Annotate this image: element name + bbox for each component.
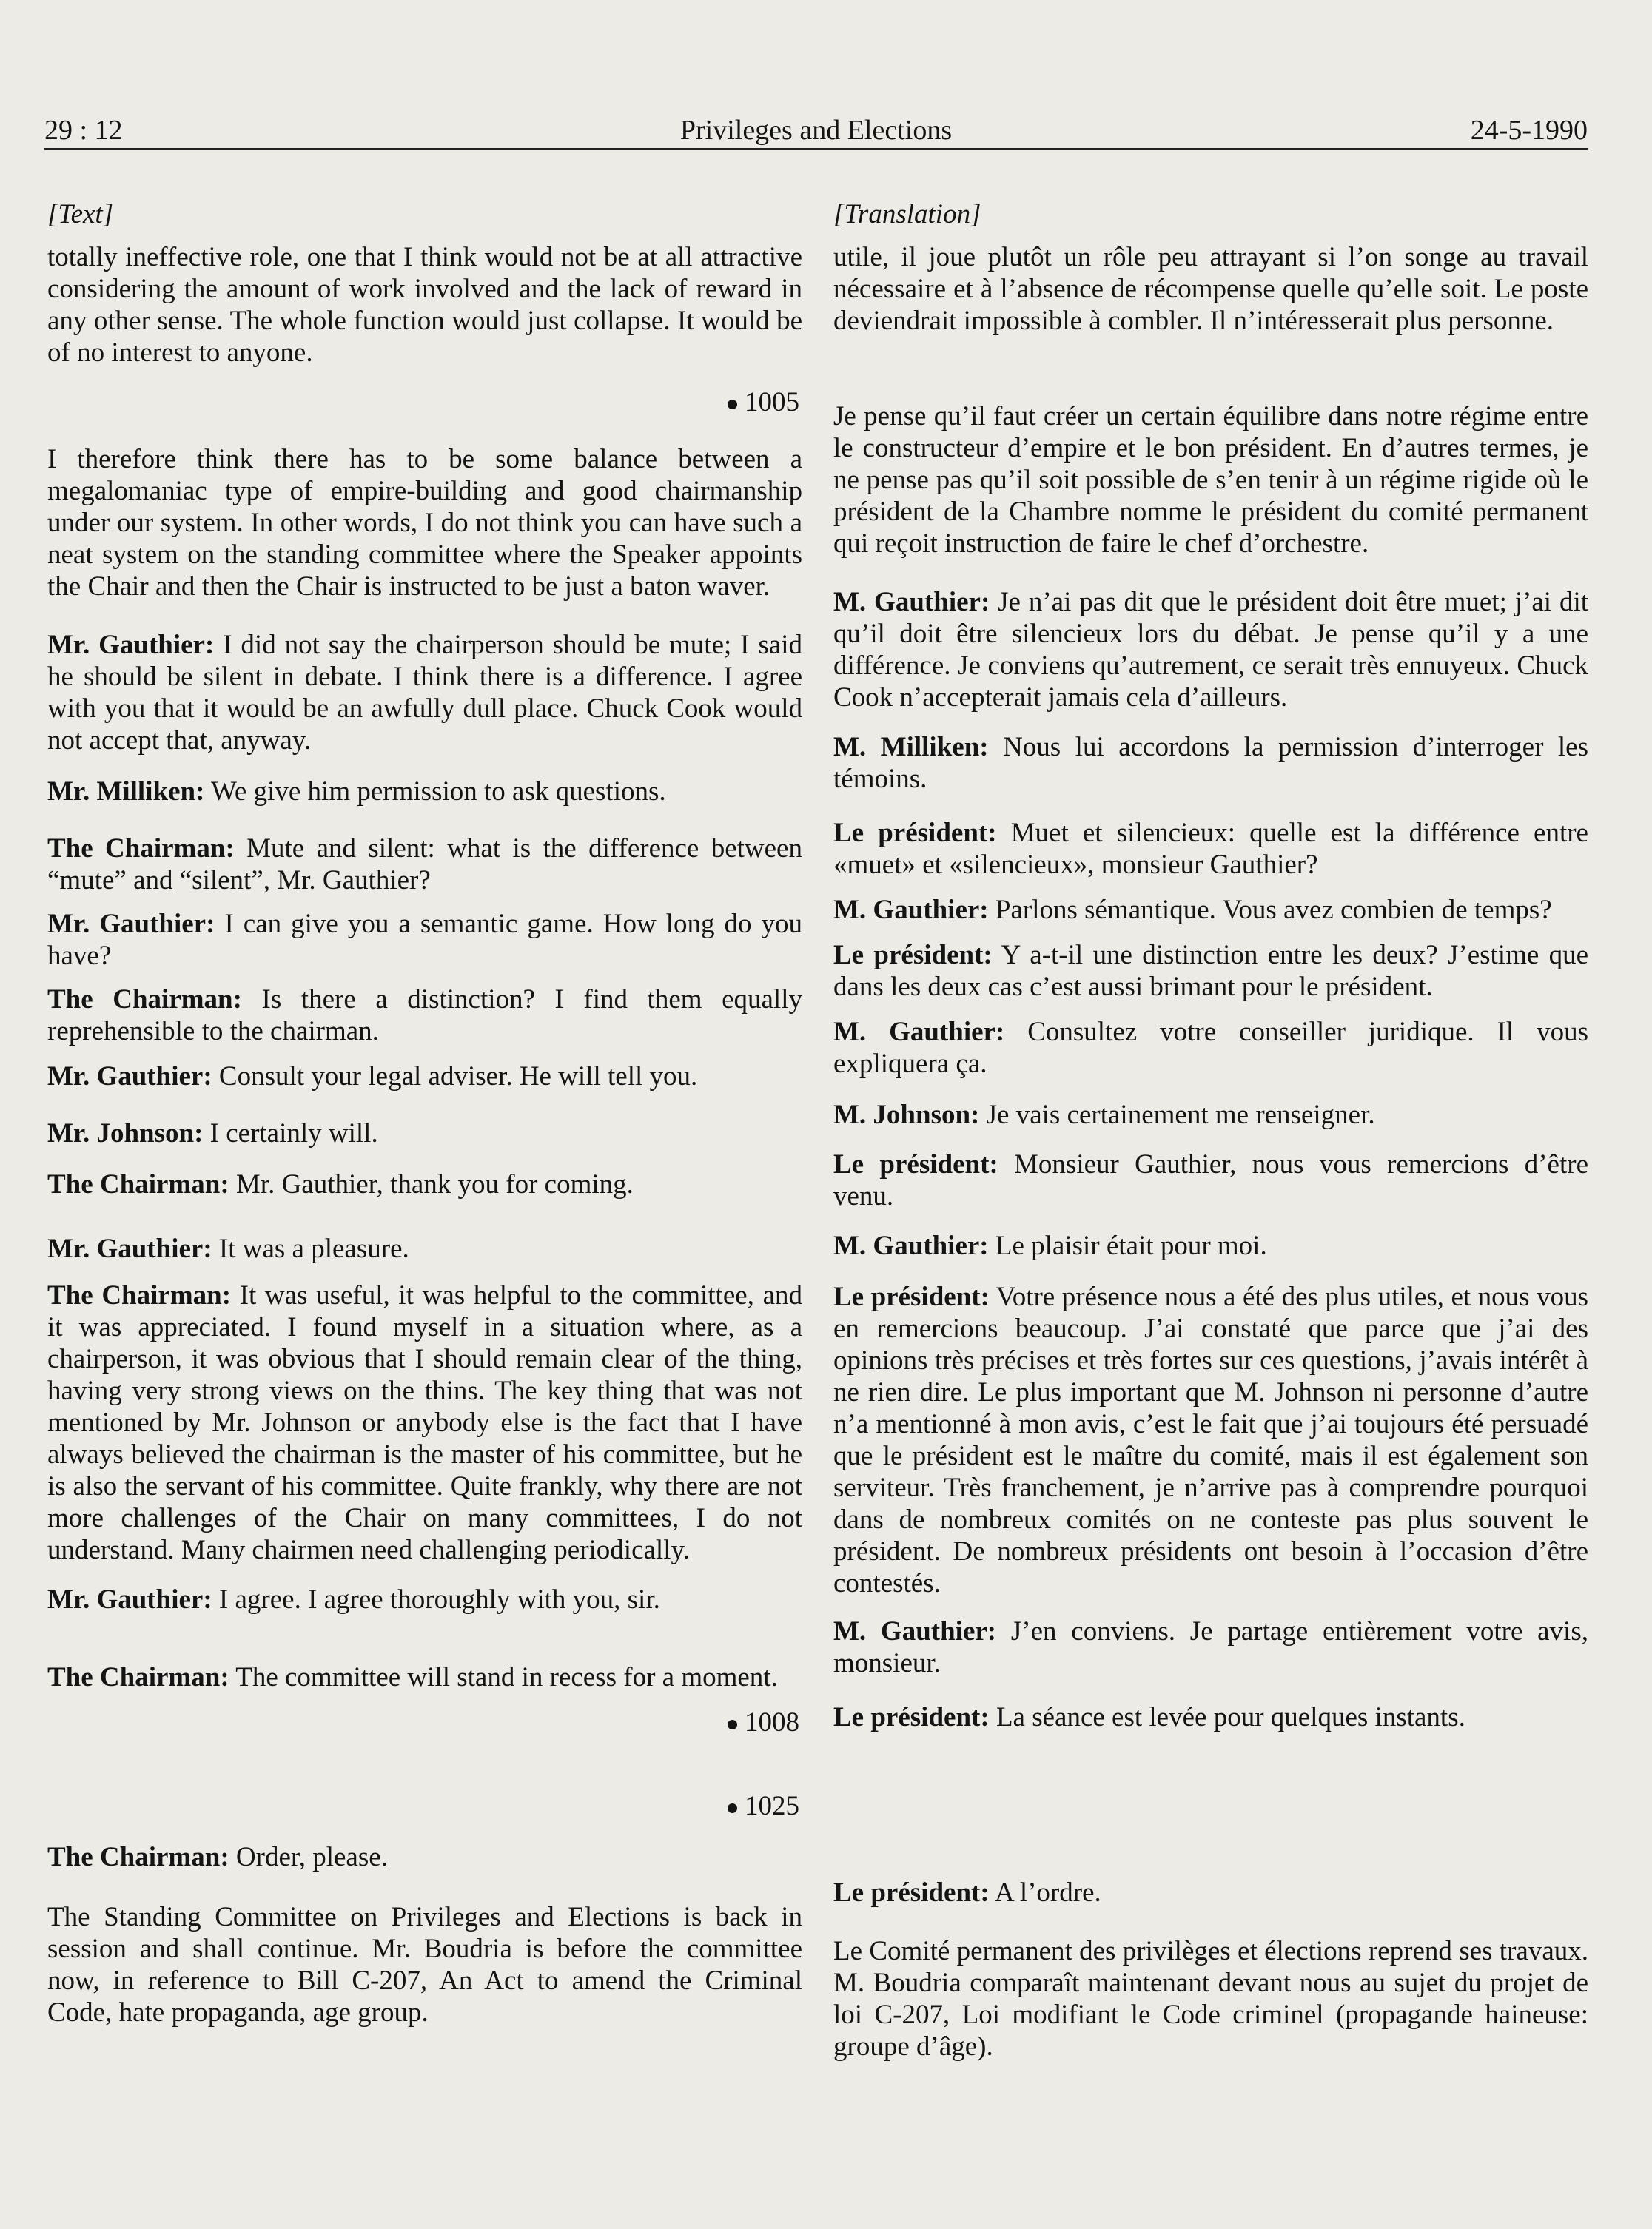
time-marker-text: 1025: [745, 1791, 799, 1821]
paragraph-text: Nous lui accordons la permission d’interroger les témoins.: [833, 732, 1588, 794]
speaker-paragraph: [47, 1169, 802, 1200]
paragraph: [47, 1901, 802, 2028]
speaker-paragraph: [47, 776, 802, 807]
speaker-name: Mr. Gauthier:: [47, 1234, 212, 1264]
running-header: [44, 104, 1588, 150]
column-label: [Translation]: [833, 199, 981, 229]
speaker-paragraph: [833, 1701, 1588, 1733]
paragraph-text: Order, please.: [229, 1842, 388, 1872]
speaker-paragraph: [833, 894, 1588, 926]
paragraph-text: I can give you a semantic game. How long do you have?: [47, 909, 802, 971]
speaker-paragraph: [833, 1616, 1588, 1679]
speaker-name: M. Milliken:: [833, 732, 989, 762]
paragraph-text: I agree. I agree thoroughly with you, sir.: [212, 1584, 660, 1615]
speaker-name: M. Gauthier:: [833, 1231, 989, 1261]
paragraph-text: The Standing Committee on Privileges and Elections is back in session and shall continue. Mr. Boudria is before the committee now, in reference to Bill C-207, An Act to amend the Criminal Code, hate propaganda, age group.: [47, 1902, 802, 2028]
speaker-name: Mr. Milliken:: [47, 776, 205, 807]
paragraph-text: Le plaisir était pour moi.: [988, 1231, 1267, 1261]
speaker-paragraph: [833, 1281, 1588, 1599]
bullet-icon: [728, 400, 737, 409]
speaker-name: The Chairman:: [47, 1169, 229, 1200]
page-number: 29 : 12: [44, 115, 123, 146]
speaker-paragraph: [47, 1584, 802, 1616]
header-date: 24-5-1990: [1470, 115, 1588, 146]
speaker-name: M. Gauthier:: [833, 1616, 997, 1647]
publication-title: Privileges and Elections: [679, 115, 953, 146]
bullet-icon: [728, 1803, 737, 1813]
speaker-paragraph: [47, 908, 802, 972]
speaker-paragraph: [47, 1661, 802, 1693]
speaker-paragraph: [833, 1149, 1588, 1212]
speaker-paragraph: [47, 1060, 802, 1092]
speaker-paragraph: [47, 1841, 802, 1873]
speaker-name: M. Gauthier:: [833, 587, 990, 617]
speaker-paragraph: [833, 1099, 1588, 1131]
paragraph-text: J’en conviens. Je partage entièrement votre avis, monsieur.: [833, 1616, 1588, 1678]
paragraph-text: I therefore think there has to be some balance between a megalomaniac type of empire-building and good chairmanship under our system. In other words, I do not think you can have such a neat system on the standing committee where the Speaker appoints the Chair and then the Chair is instructed to be just a baton waver.: [47, 444, 802, 602]
paragraph-text: I certainly will.: [203, 1118, 378, 1149]
paragraph-text: Is there a distinction? I find them equally reprehensible to the chairman.: [47, 984, 802, 1046]
paragraph-text: We give him permission to ask questions.: [204, 776, 666, 807]
time-marker: [47, 386, 802, 418]
speaker-name: M. Johnson:: [833, 1100, 980, 1130]
speaker-name: Le président:: [833, 1282, 990, 1312]
speaker-paragraph: [47, 1117, 802, 1149]
paragraph: [47, 443, 802, 602]
time-marker-text: 1005: [745, 387, 799, 417]
speaker-name: Mr. Gauthier:: [47, 1061, 212, 1092]
paragraph-text: La séance est levée pour quelques instants.: [989, 1702, 1465, 1732]
time-marker: [47, 1790, 802, 1822]
paragraph-text: Consultez votre conseiller juridique. Il vous expliquera ça.: [833, 1017, 1588, 1079]
speaker-paragraph: [833, 817, 1588, 881]
paragraph-text: Monsieur Gauthier, nous vous remercions d’être venu.: [833, 1149, 1588, 1211]
speaker-paragraph: [47, 833, 802, 896]
speaker-paragraph: [47, 1233, 802, 1265]
paragraph-text: Mr. Gauthier, thank you for coming.: [229, 1169, 634, 1200]
paragraph-text: It was useful, it was helpful to the committee, and it was appreciated. I found myself in a situation where, as a chairperson, it was obvious that I should remain clear of the thing, having very strong views on the thins. The key thing that was not mentioned by Mr. Johnson or anybody else is the fact that I have always believed the chairman is the master of his committee, but he is also the servant of his committee. Quite frankly, why there are not more challenges of the Chair on many committees, I do not understand. Many chairmen need challenging periodically.: [47, 1280, 802, 1565]
speaker-paragraph: [833, 1877, 1588, 1909]
speaker-name: The Chairman:: [47, 984, 242, 1015]
paragraph-text: I did not say the chairperson should be mute; I said he should be silent in debate. I think there is a difference. I agree with you that it would be an awfully dull place. Chuck Cook would not accept that, anyway.: [47, 630, 803, 756]
speaker-name: Mr. Gauthier:: [47, 630, 215, 660]
paragraph-text: A l’ordre.: [989, 1877, 1101, 1908]
speaker-name: Le président:: [833, 818, 997, 848]
speaker-paragraph: [833, 939, 1588, 1003]
speaker-name: M. Gauthier:: [833, 1017, 1005, 1047]
speaker-name: Mr. Gauthier:: [47, 1584, 212, 1615]
speaker-paragraph: [833, 1230, 1588, 1262]
column-label: [Text]: [47, 199, 114, 229]
paragraph-text: Muet et silencieux: quelle est la différence entre «muet» et «silencieux», monsieur Gauthier?: [833, 818, 1588, 880]
speaker-name: Le président:: [833, 1149, 998, 1180]
paragraph-text: The committee will stand in recess for a moment.: [229, 1662, 778, 1692]
speaker-name: The Chairman:: [47, 1280, 232, 1311]
speaker-paragraph: [833, 1016, 1588, 1080]
speaker-name: The Chairman:: [47, 833, 235, 864]
speaker-paragraph: [833, 586, 1588, 713]
paragraph-text: It was a pleasure.: [212, 1234, 409, 1264]
time-marker-text: 1008: [745, 1707, 799, 1738]
speaker-paragraph: [47, 629, 802, 756]
paragraph-text: Le Comité permanent des privilèges et élections reprend ses travaux. M. Boudria comparaît maintenant devant nous au sujet du projet de loi C-207, Loi modifiant le Code criminel (propagande haineuse: groupe d’âge).: [833, 1936, 1588, 2062]
english-column: [47, 198, 802, 2028]
speaker-paragraph: [47, 1280, 802, 1566]
paragraph-text: Mute and silent: what is the difference between “mute” and “silent”, Mr. Gauthier?: [47, 833, 802, 895]
speaker-name: The Chairman:: [47, 1662, 229, 1692]
paragraph-text: Y a-t-il une distinction entre les deux? J’estime que dans les deux cas c’est aussi brimant pour le président.: [833, 940, 1588, 1002]
speaker-name: M. Gauthier:: [833, 895, 989, 925]
paragraph-text: Parlons sémantique. Vous avez combien de temps?: [988, 895, 1552, 925]
paragraph-text: Je pense qu’il faut créer un certain équilibre dans notre régime entre le constructeur d’empire et le bon président. En d’autres termes, je ne pense pas qu’il soit possible de s’en tenir à un régime rigide où le président de la Chambre nomme le président du comité permanent qui reçoit instruction de faire le chef d’orchestre.: [833, 401, 1588, 559]
paragraph: [47, 241, 802, 369]
speaker-name: Le président:: [833, 1702, 990, 1732]
french-column: [833, 198, 1588, 2062]
speaker-name: Mr. Johnson:: [47, 1118, 204, 1149]
speaker-name: Le président:: [833, 1877, 990, 1908]
paragraph-text: Je vais certainement me renseigner.: [979, 1100, 1375, 1130]
paragraph-text: totally ineffective role, one that I think would not be at all attractive considering the amount of work involved and the lack of reward in any other sense. The whole function would just collapse. It would be of no interest to anyone.: [47, 242, 802, 368]
bullet-icon: [728, 1720, 737, 1729]
speaker-paragraph: [47, 984, 802, 1047]
paragraph: [833, 1935, 1588, 2062]
paragraph-text: Je n’ai pas dit que le président doit être muet; j’ai dit qu’il doit être silencieux lors du débat. Je pense qu’il y a une différence. Je conviens qu’autrement, ce serait très ennuyeux. Chuck Cook n’accepterait jamais cela d’ailleurs.: [833, 587, 1588, 713]
paragraph-text: utile, il joue plutôt un rôle peu attrayant si l’on songe au travail nécessaire et à l’absence de récompense quelle qu’elle soit. Le poste deviendrait impossible à combler. Il n’intéresserait plus personne.: [833, 242, 1588, 336]
paragraph: [833, 400, 1588, 559]
speaker-name: Le président:: [833, 940, 993, 970]
paragraph-text: Consult your legal adviser. He will tell you.: [212, 1061, 698, 1092]
time-marker: [47, 1707, 802, 1738]
speaker-paragraph: [833, 731, 1588, 795]
paragraph: [833, 241, 1588, 337]
paragraph-text: Votre présence nous a été des plus utiles, et nous vous en remercions beaucoup. J’ai constaté que parce que j’ai des opinions très précises et très fortes sur ces questions, j’avais intérêt à ne rien dire. Le plus important que M. Johnson ni personne d’autre n’a mentionné à mon avis, c’est le fait que j’ai toujours été persuadé que le président est le maître du comité, mais il est également son serviteur. Très franchement, je n’arrive pas à comprendre pourquoi dans de nombreux comités on ne conteste pas plus souvent le président. De nombreux présidents ont besoin à l’occasion d’être contestés.: [833, 1282, 1588, 1598]
speaker-name: Mr. Gauthier:: [47, 909, 215, 939]
speaker-name: The Chairman:: [47, 1842, 229, 1872]
